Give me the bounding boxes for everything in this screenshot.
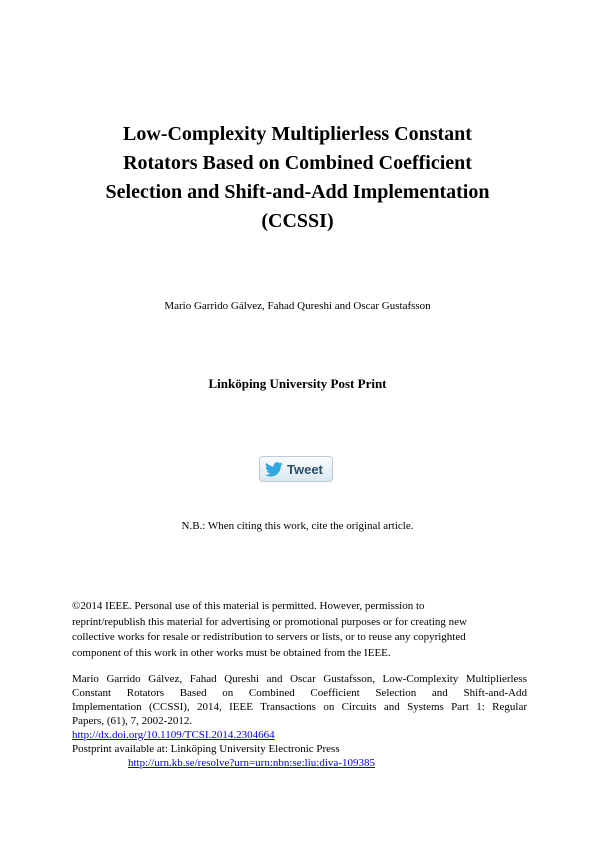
citation-block — [72, 672, 527, 770]
copyright-notice — [72, 599, 532, 661]
tweet-button[interactable] — [259, 456, 333, 482]
document-title — [60, 120, 535, 236]
tweet-label: Tweet — [287, 461, 323, 477]
title-line: (CCSSI) — [261, 210, 334, 232]
copyright-line: collective works for resale or redistribution to servers or lists, or to reuse any copyrighted — [72, 631, 466, 643]
citation-line: Papers, (61), 7, 2002-2012. — [72, 715, 193, 727]
twitter-bird-icon — [265, 462, 283, 477]
authors: Mario Garrido Gálvez, Fahad Qureshi and Oscar Gustafsson — [164, 300, 431, 312]
doi-link[interactable]: http://dx.doi.org/10.1109/TCSI.2014.2304664 — [72, 729, 275, 741]
title-line: Rotators Based on Combined Coefficient — [123, 152, 472, 174]
postprint-availability: Postprint available at: Linköping University Electronic Press — [72, 743, 340, 755]
citation-line: Mario Garrido Gálvez, Fahad Qureshi and Oscar Gustafsson, Low-Complexity Multiplierless — [72, 673, 527, 685]
citation-line: Implementation (CCSSI), 2014, IEEE Transactions on Circuits and Systems Part 1: Regular — [72, 701, 527, 713]
copyright-line: ©2014 IEEE. Personal use of this material is permitted. However, permission to — [72, 600, 425, 612]
title-line: Low-Complexity Multiplierless Constant — [123, 123, 472, 145]
copyright-line: reprint/republish this material for advertising or promotional purposes or for creating new — [72, 615, 467, 628]
citation-note: N.B.: When citing this work, cite the original article. — [181, 520, 414, 532]
citation-line: Constant Rotators Based on Combined Coefficient Selection and Shift-and-Add — [72, 687, 527, 699]
urn-link[interactable]: http://urn.kb.se/resolve?urn=urn:nbn:se:liu:diva-109385 — [128, 757, 375, 769]
copyright-line: component of this work in other works must be obtained from the IEEE. — [72, 646, 391, 659]
post-print-label: Linköping University Post Print — [208, 376, 387, 391]
title-line: Selection and Shift-and-Add Implementation — [105, 181, 490, 203]
